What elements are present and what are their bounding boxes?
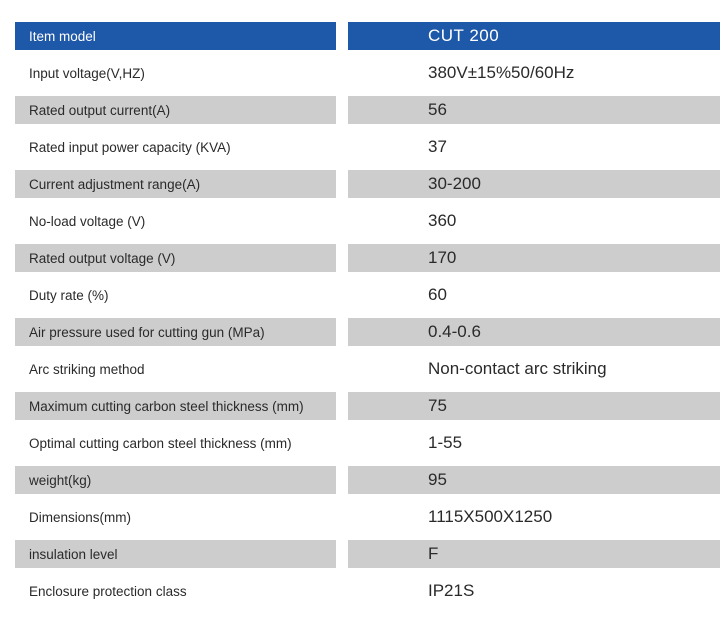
header-value: CUT 200: [348, 22, 720, 50]
header-label: Item model: [15, 22, 336, 50]
row-label: weight(kg): [15, 466, 336, 494]
row-value: 0.4-0.6: [348, 318, 720, 346]
row-value: 380V±15%50/60Hz: [428, 63, 575, 82]
table-row: [0, 429, 720, 457]
row-value: 360: [428, 211, 457, 230]
table-row: [0, 577, 720, 605]
row-label: Current adjustment range(A): [15, 170, 336, 198]
row-label: Enclosure protection class: [29, 583, 187, 599]
row-value: F: [348, 540, 720, 568]
row-value: 170: [348, 244, 720, 272]
table-row: [0, 281, 720, 309]
row-label: Rated input power capacity (KVA): [29, 139, 231, 155]
table-row: [0, 392, 720, 420]
table-row: [0, 318, 720, 346]
row-label: Dimensions(mm): [29, 509, 132, 525]
table-row: [0, 96, 720, 124]
row-label: Air pressure used for cutting gun (MPa): [15, 318, 336, 346]
row-label: Input voltage(V,HZ): [29, 65, 145, 81]
row-value: 56: [348, 96, 720, 124]
table-row: [0, 355, 720, 383]
row-label: Duty rate (%): [29, 287, 109, 303]
table-row: [0, 133, 720, 161]
row-value: 1115X500X1250: [428, 507, 553, 526]
row-value: Non-contact arc striking: [428, 359, 607, 378]
table-row: [0, 207, 720, 235]
row-value: 30-200: [348, 170, 720, 198]
table-row: [0, 540, 720, 568]
row-label: Rated output voltage (V): [15, 244, 336, 272]
row-value: 75: [348, 392, 720, 420]
table-row: [0, 59, 720, 87]
row-value: 1-55: [428, 433, 463, 452]
table-row: [0, 466, 720, 494]
table-row: [0, 503, 720, 531]
table-row: [0, 170, 720, 198]
row-label: Rated output current(A): [15, 96, 336, 124]
row-value: 37: [428, 137, 447, 156]
table-header-row: [0, 22, 720, 50]
row-value: 60: [428, 285, 447, 304]
row-value: IP21S: [428, 581, 475, 600]
table-row: [0, 244, 720, 272]
row-value: 95: [348, 466, 720, 494]
row-label: insulation level: [15, 540, 336, 568]
row-label: Optimal cutting carbon steel thickness (mm): [29, 435, 292, 451]
row-label: Arc striking method: [29, 361, 145, 377]
row-label: Maximum cutting carbon steel thickness (mm): [15, 392, 336, 420]
row-label: No-load voltage (V): [29, 213, 146, 229]
